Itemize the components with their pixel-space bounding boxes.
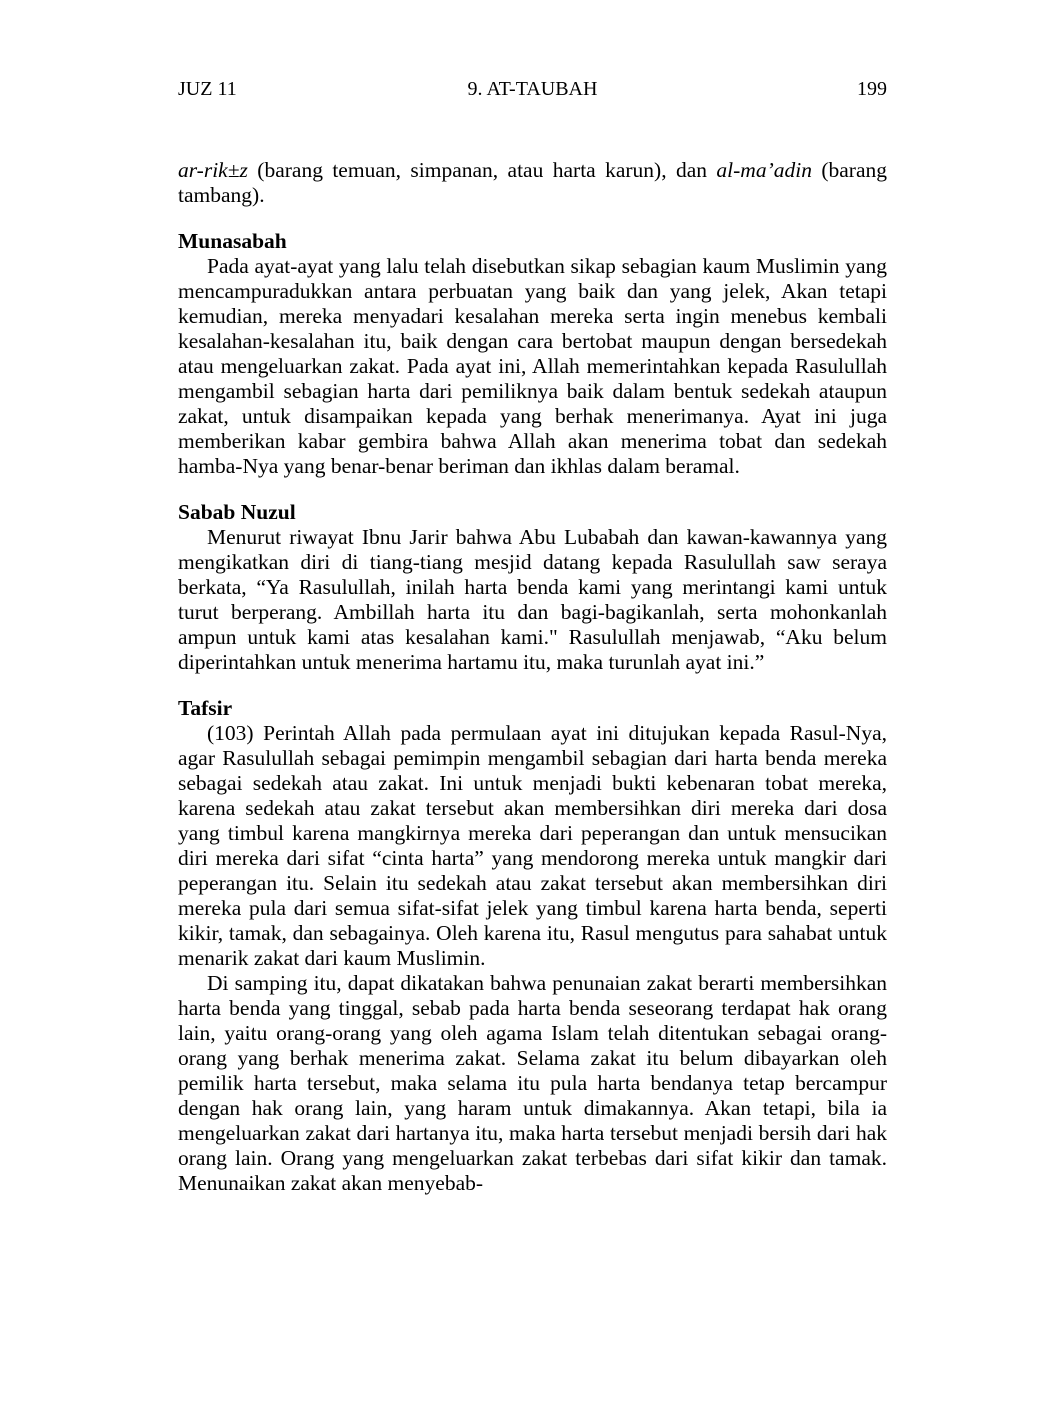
term-al-maadin: al-ma’adin <box>716 158 812 182</box>
heading-tafsir: Tafsir <box>178 696 233 720</box>
page-number: 199 <box>857 78 887 100</box>
intro-text-2: (barang tambang). <box>178 158 887 207</box>
term-ar-rikaz: ar-rik±z <box>178 158 248 182</box>
spacer <box>178 208 887 229</box>
heading-sabab-nuzul: Sabab Nuzul <box>178 500 296 524</box>
surah-title: 9. AT-TAUBAH <box>467 78 598 100</box>
tafsir-paragraph-2: Di samping itu, dapat dikatakan bahwa penunaian zakat berarti membersihkan harta benda yang tinggal, sebab pada harta benda seseorang terdapat hak orang lain, yaitu orang-orang yang oleh agama Islam telah ditentukan sebagai orang-orang yang berhak menerima zakat. Selama zakat itu belum dibayarkan oleh pemilik harta tersebut, maka selama itu pula harta bendanya tetap bercampur dengan hak orang lain, yang haram untuk dimakannya. Akan tetapi, bila ia mengeluarkan zakat dari hartanya itu, maka harta tersebut menjadi bersih dari hak orang lain. Orang yang mengeluarkan zakat terbebas dari sifat kikir dan tamak. Menunaikan zakat akan menyebab- <box>178 971 887 1195</box>
running-header <box>178 74 887 104</box>
tafsir-paragraph-1: (103) Perintah Allah pada permulaan ayat ini ditujukan kepada Rasul-Nya, agar Rasulullah sebagai pemimpin mengambil sebagian dari harta benda mereka sebagai sedekah atau zakat. Ini untuk menjadi bukti kebenaran tobat mereka, karena sedekah atau zakat tersebut akan membersihkan diri mereka dari dosa yang timbul karena mangkirnya mereka dari peperangan dan untuk mensucikan diri mereka dari sifat “cinta harta” yang mendorong mereka untuk mangkir dari peperangan itu. Selain itu sedekah atau zakat tersebut akan membersihkan diri mereka pula dari semua sifat-sifat jelek yang timbul karena harta benda, seperti kikir, tamak, dan sebagainya. Oleh karena itu, Rasul mengutus para sahabat untuk menarik zakat dari kaum Muslimin. <box>178 721 887 970</box>
spacer <box>178 675 887 696</box>
spacer <box>178 479 887 500</box>
munasabah-paragraph: Pada ayat-ayat yang lalu telah disebutkan sikap sebagian kaum Muslimin yang mencampuradukkan antara perbuatan yang baik dan yang jelek, Akan tetapi kemudian, mereka menyadari kesalahan mereka serta ingin menebus kembali kesalahan-kesalahan itu, baik dengan cara bertobat maupun dengan bersedekah atau mengeluarkan zakat. Pada ayat ini, Allah memerintahkan kepada Rasulullah mengambil sebagian harta dari pemiliknya baik dalam bentuk sedekah ataupun zakat, untuk disampaikan kepada yang berhak menerimanya. Ayat ini juga memberikan kabar gembira bahwa Allah akan menerima tobat dan sedekah hamba-Nya yang benar-benar beriman dan ikhlas dalam beramal. <box>178 254 887 478</box>
sabab-nuzul-paragraph: Menurut riwayat Ibnu Jarir bahwa Abu Lubabah dan kawan-kawannya yang mengikatkan diri di tiang-tiang mesjid datang kepada Rasulullah saw seraya berkata, “Ya Rasulullah, inilah harta benda kami yang merintangi kami untuk turut berperang. Ambillah harta itu dan bagi-bagikanlah, serta mohonkanlah ampun untuk kami atas kesalahan kami." Rasulullah menjawab, “Aku belum diperintahkan untuk menerima hartamu itu, maka turunlah ayat ini.” <box>178 525 887 674</box>
heading-munasabah: Munasabah <box>178 229 287 253</box>
intro-paragraph <box>178 158 887 208</box>
juz-label: JUZ 11 <box>178 78 237 100</box>
body-text <box>178 158 887 1196</box>
intro-text-1: (barang temuan, simpanan, atau harta karun), dan <box>247 158 717 182</box>
